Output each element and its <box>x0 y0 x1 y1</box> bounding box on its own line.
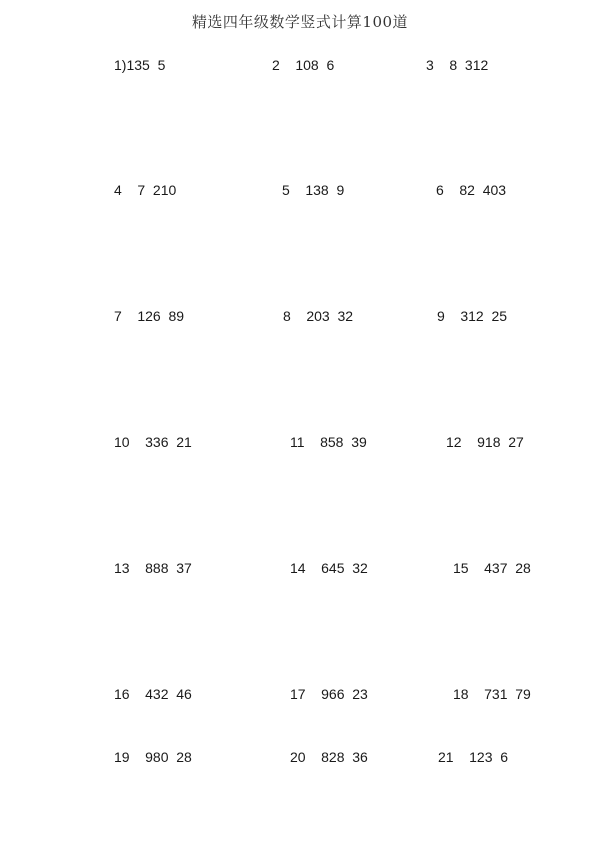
problem-20: 20 828 36 <box>290 749 368 765</box>
problem-19: 19 980 28 <box>114 749 192 765</box>
problem-18: 18 731 79 <box>453 686 531 702</box>
problem-6: 6 82 403 <box>436 182 507 198</box>
page-title: 精选四年级数学竖式计算100道 <box>191 13 409 31</box>
problem-7: 7 126 89 <box>114 308 185 324</box>
problem-17: 17 966 23 <box>290 686 368 702</box>
problem-14: 14 645 32 <box>290 560 368 576</box>
problem-10: 10 336 21 <box>114 434 192 450</box>
problem-9: 9 312 25 <box>437 308 508 324</box>
problem-15: 15 437 28 <box>453 560 531 576</box>
problem-13: 13 888 37 <box>114 560 192 576</box>
problem-1: 1)135 5 <box>114 57 166 73</box>
problem-11: 11 858 39 <box>290 434 367 450</box>
problem-2: 2 108 6 <box>272 57 335 73</box>
problem-4: 4 7 210 <box>114 182 177 198</box>
problem-16: 16 432 46 <box>114 686 192 702</box>
problem-3: 3 8 312 <box>426 57 489 73</box>
problem-12: 12 918 27 <box>446 434 524 450</box>
problem-21: 21 123 6 <box>438 749 509 765</box>
problem-5: 5 138 9 <box>282 182 345 198</box>
problem-8: 8 203 32 <box>283 308 354 324</box>
